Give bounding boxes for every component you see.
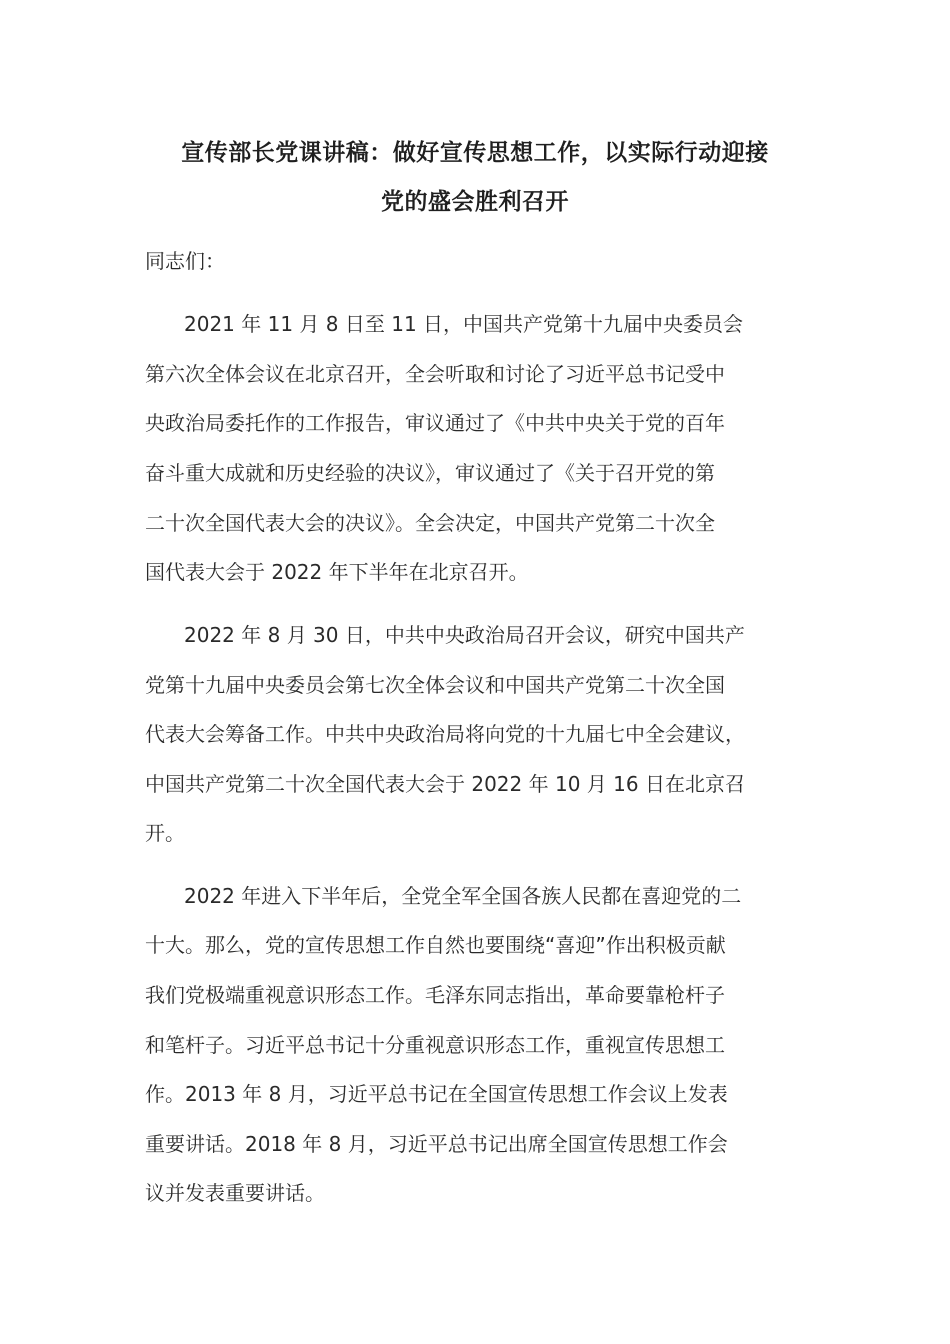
paragraph-line: 国代表大会于 2022 年下半年在北京召开。 [145,560,529,584]
paragraph-line: 第六次全体会议在北京召开，全会听取和讨论了习近平总书记受中 [145,362,725,386]
paragraph-line: 开。 [145,821,185,845]
paragraph-line: 十大。那么，党的宣传思想工作自然也要围绕“喜迎”作出积极贡献 [145,933,726,957]
document-title-line-1: 宣传部长党课讲稿：做好宣传思想工作，以实际行动迎接 [181,140,769,166]
paragraph-line: 我们党极端重视意识形态工作。毛泽东同志指出，革命要靠枪杆子 [145,983,725,1007]
paragraph-line: 二十次全国代表大会的决议》。全会决定，中国共产党第二十次全 [145,511,715,535]
paragraph-line: 和笔杆子。习近平总书记十分重视意识形态工作，重视宣传思想工 [145,1033,725,1057]
paragraph-line: 奋斗重大成就和历史经验的决议》，审议通过了《关于召开党的第 [145,461,715,485]
paragraph-line: 2021 年 11 月 8 日至 11 日，中国共产党第十九届中央委员会 [184,312,744,336]
greeting: 同志们： [145,249,225,273]
paragraph-line: 党第十九届中央委员会第七次全体会议和中国共产党第二十次全国 [145,673,725,697]
paragraph-line: 中国共产党第二十次全国代表大会于 2022 年 10 月 16 日在北京召 [145,772,745,796]
paragraph-line: 2022 年 8 月 30 日，中共中央政治局召开会议，研究中国共产 [184,623,745,647]
paragraph-line: 2022 年进入下半年后，全党全军全国各族人民都在喜迎党的二 [184,884,742,908]
paragraph-line: 议并发表重要讲话。 [145,1181,325,1205]
paragraph-line: 央政治局委托作的工作报告，审议通过了《中共中央关于党的百年 [145,411,725,435]
paragraph-line: 重要讲话。2018 年 8 月，习近平总书记出席全国宣传思想工作会 [145,1132,728,1156]
paragraph-line: 作。2013 年 8 月，习近平总书记在全国宣传思想工作会议上发表 [145,1082,728,1106]
paragraph-line: 代表大会筹备工作。中共中央政治局将向党的十九届七中全会建议， [145,722,745,746]
document-title-line-2: 党的盛会胜利召开 [381,189,569,215]
